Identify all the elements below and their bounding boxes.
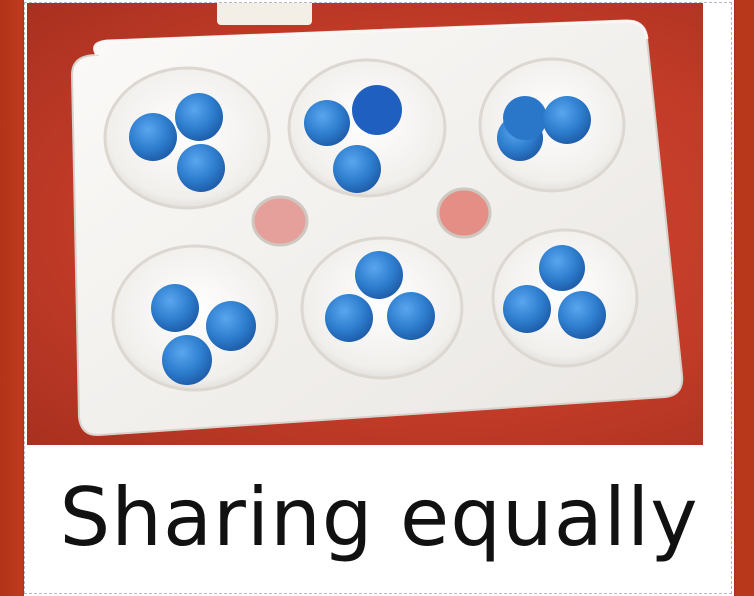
counter — [325, 294, 373, 342]
counter — [558, 291, 606, 339]
tray-photo — [27, 3, 703, 445]
counter — [206, 301, 256, 351]
center-hole-right — [438, 189, 490, 237]
counter — [333, 145, 381, 193]
counter — [355, 251, 403, 299]
counter — [503, 96, 547, 140]
counter — [387, 292, 435, 340]
counter — [304, 100, 350, 146]
counter — [175, 93, 223, 141]
counter — [352, 85, 402, 135]
counter — [162, 335, 212, 385]
counter — [503, 285, 551, 333]
top-object — [217, 3, 312, 25]
counter — [543, 96, 591, 144]
counter — [539, 245, 585, 291]
counter — [129, 113, 177, 161]
counter — [151, 284, 199, 332]
tray-illustration — [27, 3, 703, 445]
counter — [177, 144, 225, 192]
center-hole-left — [253, 197, 307, 245]
caption-text: Sharing equally — [59, 471, 699, 564]
